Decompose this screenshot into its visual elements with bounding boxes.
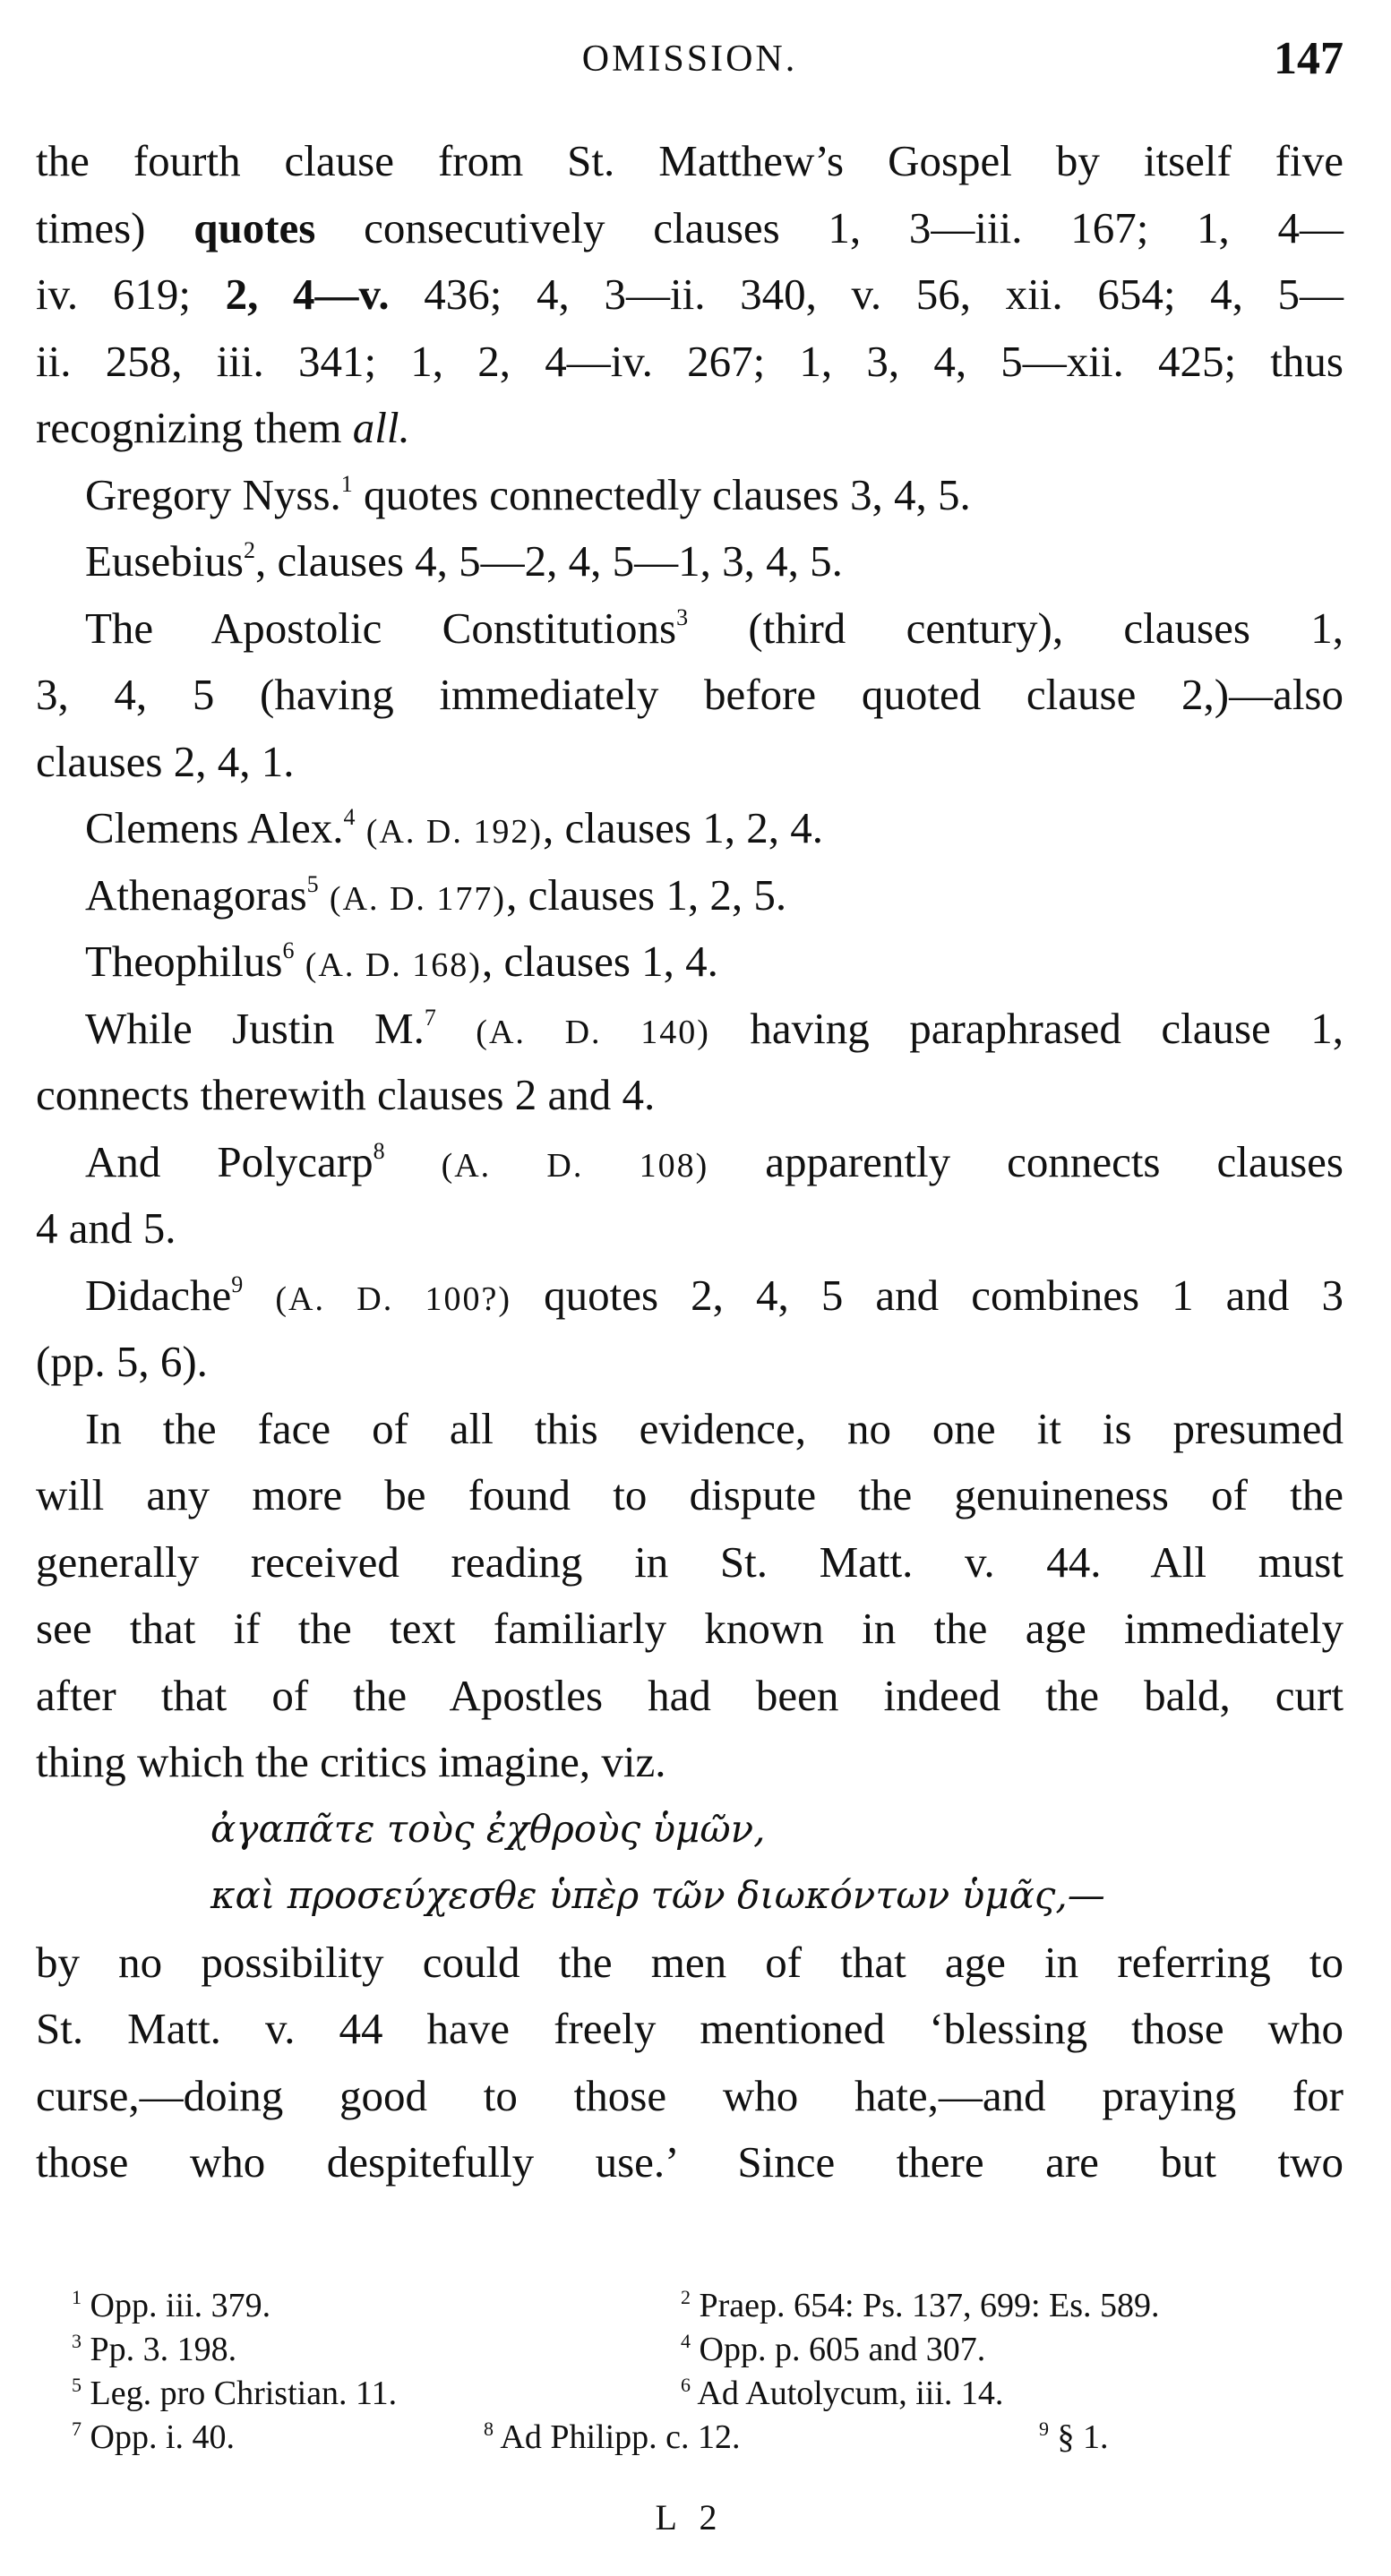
text-line: recognizing them all. bbox=[36, 403, 410, 452]
main-text bbox=[36, 128, 1344, 2196]
text-line: In the face of all this evidence, no one it is presumed bbox=[85, 1403, 1344, 1453]
text-line: Eusebius$^2$, clauses 4, 5—2, 4, 5—1, 3, 4, 5. bbox=[85, 536, 843, 586]
footnote: $^3$ Pp. 3. 198. bbox=[72, 2330, 237, 2368]
text-line: Gregory Nyss.$^1$ quotes connectedly clauses 3, 4, 5. bbox=[85, 469, 971, 519]
footnote-ref: 5 bbox=[306, 870, 319, 897]
text-line: connects therewith clauses 2 and 4. bbox=[36, 1070, 656, 1119]
text-line: curse,—doing good to those who hate,—and praying for bbox=[36, 2070, 1344, 2120]
footnote: $^2$ Praep. 654: Ps. 137, 699: Es. 589. bbox=[681, 2286, 1160, 2324]
footnote: $^6$ Ad Autolycum, iii. 14. bbox=[681, 2374, 1004, 2412]
text-line: Clemens Alex.$^4$ (A. D. 192), clauses 1, 2, 4. bbox=[85, 803, 823, 852]
text-line: after that of the Apostles had been indeed the bald, curt bbox=[36, 1670, 1344, 1720]
text-line: clauses 2, 4, 1. bbox=[36, 736, 295, 786]
footnote-ref: 1 bbox=[340, 470, 353, 497]
footnotes bbox=[36, 2284, 1344, 2460]
text-line: Didache$^9$ (A. D. 100?) quotes 2, 4, 5 and combines 1 and 3 bbox=[85, 1270, 1344, 1320]
greek-quote-line: ἀγαπᾶτε τοὺς ἐχθροὺς ὑμῶν, bbox=[210, 1806, 766, 1851]
text-line: And Polycarp$^8$ (A. D. 108) apparently connects clauses bbox=[85, 1136, 1344, 1186]
footnote-ref: 6 bbox=[282, 937, 295, 963]
text-line: 3, 4, 5 (having immediately before quoted clause 2,)—also bbox=[36, 670, 1344, 719]
signature-mark: L 2 bbox=[655, 2497, 725, 2537]
footnote: $^8$ Ad Philipp. c. 12. bbox=[484, 2418, 741, 2456]
text-line: iv. 619; 2, 4—v. 436; 4, 3—ii. 340, v. 56, xii. 654; 4, 5— bbox=[36, 270, 1344, 319]
text-line: generally received reading in St. Matt. v. 44. All must bbox=[36, 1536, 1344, 1587]
text-line: the fourth clause from St. Matthew’s Gospel by itself five bbox=[36, 136, 1344, 185]
footnote: $^5$ Leg. pro Christian. 11. bbox=[72, 2374, 398, 2412]
footnote: $^7$ Opp. i. 40. bbox=[72, 2418, 235, 2456]
bold-reference: 2, 4—v. bbox=[225, 270, 390, 319]
text-line: (pp. 5, 6). bbox=[36, 1337, 208, 1386]
text-line: 4 and 5. bbox=[36, 1203, 176, 1253]
footnote: $^4$ Opp. p. 605 and 307. bbox=[681, 2330, 986, 2368]
footnote-ref: 7 bbox=[424, 1004, 436, 1031]
running-title: OMISSION. bbox=[581, 39, 798, 80]
footnote-ref: 3 bbox=[676, 603, 689, 630]
text-line: by no possibility could the men of that age in referring to bbox=[36, 1937, 1344, 1987]
bold-term: quotes bbox=[193, 202, 316, 252]
footnote-ref: 2 bbox=[243, 537, 255, 563]
text-line: times) quotes consecutively clauses 1, 3—iii. 167; 1, 4— bbox=[36, 202, 1344, 252]
footnote-ref: 8 bbox=[373, 1137, 385, 1164]
greek-quote-line: καὶ προσεύχεσθε ὑπὲρ τῶν διωκόντων ὑμᾶς,— bbox=[210, 1873, 1105, 1917]
text-line: see that if the text familiarly known in the age immediately bbox=[36, 1604, 1344, 1653]
text-line: those who despitefully use.’ Since there are but two bbox=[36, 2137, 1344, 2187]
text-line: Theophilus$^6$ (A. D. 168), clauses 1, 4. bbox=[85, 937, 718, 986]
text-line: will any more be found to dispute the genuineness of the bbox=[36, 1470, 1344, 1519]
footnote: $^9$ § 1. bbox=[1039, 2418, 1109, 2456]
page-header bbox=[36, 32, 1344, 95]
footnote-ref: 9 bbox=[231, 1271, 244, 1297]
text-line: While Justin M.$^7$ (A. D. 140) having paraphrased clause 1, bbox=[85, 1003, 1344, 1053]
footnote: $^1$ Opp. iii. 379. bbox=[72, 2286, 271, 2324]
text-line: Athenagoras$^5$ (A. D. 177), clauses 1, 2, 5. bbox=[85, 869, 787, 920]
text-line: thing which the critics imagine, viz. bbox=[36, 1737, 666, 1786]
page-number: 147 bbox=[1274, 33, 1344, 84]
text-line: The Apostolic Constitutions$^3$ (third century), clauses 1, bbox=[85, 603, 1344, 653]
text-line: ii. 258, iii. 341; 1, 2, 4—iv. 267; 1, 3, 4, 5—xii. 425; thus bbox=[36, 336, 1344, 386]
footnote-ref: 4 bbox=[343, 804, 356, 830]
text-line: St. Matt. v. 44 have freely mentioned ‘blessing those who bbox=[36, 2004, 1344, 2053]
italic-word: all. bbox=[352, 403, 410, 452]
